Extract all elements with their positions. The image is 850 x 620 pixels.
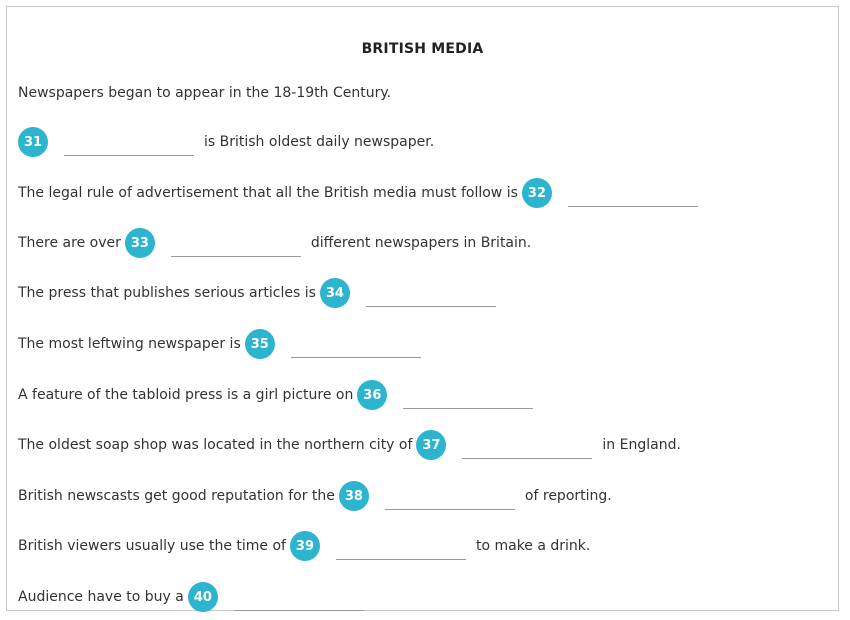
answer-blank-39[interactable] <box>336 559 466 560</box>
question-number-badge: 33 <box>125 228 155 258</box>
answer-blank-37[interactable] <box>462 458 592 459</box>
question-number-badge: 37 <box>416 430 446 460</box>
answer-blank-36[interactable] <box>403 408 533 409</box>
answer-blank-31[interactable] <box>64 155 194 156</box>
question-text-after: to make a drink. <box>475 538 591 554</box>
question-number-badge: 35 <box>245 329 275 359</box>
question-text-before: The oldest soap shop was located in the northern city of <box>18 437 413 453</box>
question-number-badge: 31 <box>18 127 48 157</box>
question-text-after: different newspapers in Britain. <box>310 235 532 251</box>
question-40 <box>18 581 364 613</box>
question-36 <box>18 379 533 411</box>
question-35 <box>18 328 421 360</box>
intro-text: Newspapers began to appear in the 18-19th Century. <box>18 85 392 101</box>
question-text-before: British newscasts get good reputation for the <box>18 488 335 504</box>
answer-blank-33[interactable] <box>171 256 301 257</box>
answer-blank-40[interactable] <box>234 610 364 611</box>
question-number-badge: 36 <box>357 380 387 410</box>
question-number-badge: 34 <box>320 278 350 308</box>
page-title: BRITISH MEDIA <box>361 41 484 57</box>
question-number-badge: 32 <box>522 178 552 208</box>
question-text-before: The legal rule of advertisement that all the British media must follow is <box>18 185 518 201</box>
question-text-before: There are over <box>18 235 121 251</box>
question-number-badge: 38 <box>339 481 369 511</box>
answer-blank-32[interactable] <box>568 206 698 207</box>
question-32 <box>18 177 698 209</box>
question-38 <box>18 480 612 512</box>
question-34 <box>18 277 496 309</box>
answer-blank-34[interactable] <box>366 306 496 307</box>
question-39 <box>18 530 590 562</box>
question-37 <box>18 429 681 461</box>
worksheet-frame <box>6 6 839 611</box>
question-31 <box>18 126 434 158</box>
question-33 <box>18 227 531 259</box>
question-text-before: The press that publishes serious articles is <box>18 285 316 301</box>
question-text-after: of reporting. <box>524 488 612 504</box>
question-text-after: in England. <box>602 437 681 453</box>
question-text-before: The most leftwing newspaper is <box>18 336 241 352</box>
question-number-badge: 39 <box>290 531 320 561</box>
question-number-badge: 40 <box>188 582 218 612</box>
question-text-before: British viewers usually use the time of <box>18 538 286 554</box>
answer-blank-38[interactable] <box>385 509 515 510</box>
question-text-before: Audience have to buy a <box>18 589 184 605</box>
answer-blank-35[interactable] <box>291 357 421 358</box>
question-text-after: is British oldest daily newspaper. <box>204 134 435 150</box>
question-text-before: A feature of the tabloid press is a girl picture on <box>18 387 354 403</box>
